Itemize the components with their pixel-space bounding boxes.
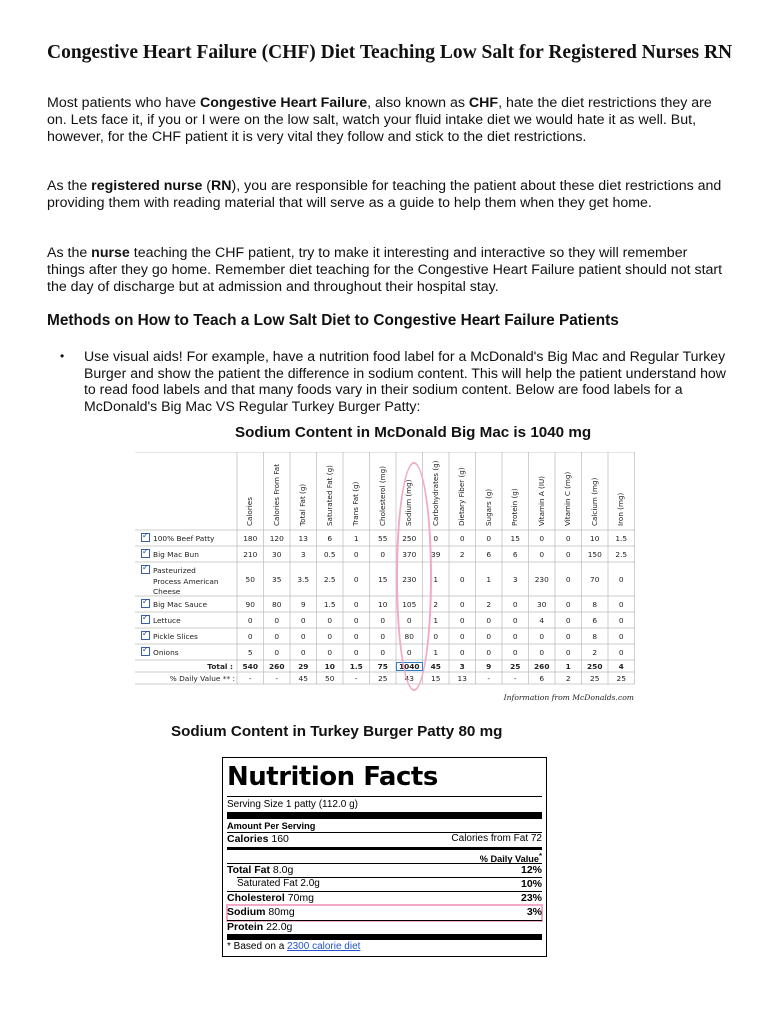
total-cell: 29 (298, 662, 309, 671)
table-cell: 0 (380, 647, 386, 657)
paragraph-rn: As the registered nurse (RN), you are responsible for teaching the patient about these diet restrictions and providing them with reading material that will serve as a guide to help them when they get home. (47, 178, 722, 211)
daily-value-cell: 6 (539, 674, 545, 683)
table-cell: 0 (380, 631, 386, 641)
table-cell: 0 (486, 533, 492, 543)
table-cell: 10 (378, 599, 388, 609)
checkbox[interactable] (141, 549, 150, 558)
table-cell: 0 (512, 615, 518, 625)
divider (227, 812, 542, 819)
table-cell: 50 (245, 574, 255, 584)
table-cell: 90 (245, 599, 255, 609)
row-label-text: Pasteurized (153, 566, 196, 575)
table-cell: 6 (592, 615, 598, 625)
total-label: Total : (207, 662, 233, 671)
table-cell: 0 (274, 647, 280, 657)
table-cell: 0 (300, 647, 306, 657)
sodium-highlight-oval (396, 462, 432, 691)
table-cell: 0 (327, 647, 333, 657)
section-heading: Methods on How to Teach a Low Salt Diet to Congestive Heart Failure Patients (47, 312, 619, 329)
protein-row: Protein 22.0g (227, 921, 293, 933)
row-label-text: 100% Beef Patty (153, 534, 215, 543)
table-cell: 105 (402, 599, 417, 609)
calorie-diet-link[interactable]: 2300 calorie diet (287, 941, 361, 952)
saturated-fat-row: Saturated Fat 2.0g (237, 878, 320, 889)
column-header: Carbohydrates (g) (430, 460, 440, 526)
daily-value-cell: - (487, 674, 491, 683)
nutrition-facts-label (222, 757, 547, 957)
daily-value-cell: 43 (404, 674, 414, 683)
row-label (141, 647, 237, 659)
sodium-dv: 3% (526, 906, 542, 918)
row-label (141, 565, 237, 598)
table-cell: 0 (565, 631, 571, 641)
table-cell: 55 (378, 533, 388, 543)
table-cell: 0 (565, 599, 571, 609)
row-label (141, 631, 237, 643)
row-label (141, 533, 237, 545)
table-cell: 1 (433, 615, 439, 625)
table-cell: 0 (406, 647, 412, 657)
table-cell: 5 (247, 647, 253, 657)
cholesterol-row: Cholesterol 70mg (227, 892, 314, 904)
checkbox[interactable] (141, 615, 150, 624)
divider (227, 847, 542, 850)
table-cell: 4 (539, 615, 545, 625)
table-cell: 6 (327, 533, 333, 543)
daily-value-cell: 25 (378, 674, 388, 683)
cholesterol-dv: 23% (520, 892, 542, 904)
row-label-text: Lettuce (153, 616, 181, 625)
calories-from-fat: Calories from Fat 72 (451, 833, 542, 844)
table-cell: 0 (618, 647, 624, 657)
table-cell: 0 (300, 615, 306, 625)
total-cell: 10 (324, 662, 335, 671)
table-cell: 0 (459, 599, 465, 609)
total-cell: 45 (430, 662, 441, 671)
daily-value-cell: - (354, 674, 358, 683)
daily-value-cell: 50 (325, 674, 335, 683)
row-label (141, 549, 237, 561)
table-cell: 6 (486, 549, 492, 559)
table-cell: 2 (592, 647, 598, 657)
daily-value-cell: - (275, 674, 279, 683)
column-header: Total Fat (g) (298, 483, 307, 526)
table-cell: 35 (272, 574, 282, 584)
daily-value-cell: 13 (457, 674, 467, 683)
table-cell: 70 (590, 574, 600, 584)
paragraph-nurse: As the nurse teaching the CHF patient, try to make it interesting and interactive so they will remember things after they go home. Remember diet teaching for the Congestive Heart Failure patient should not start the day of discharge but at admission and throughout their hospital stay. (47, 245, 723, 295)
table-cell: 2 (459, 549, 465, 559)
table-cell: 13 (298, 533, 308, 543)
nutrition-facts-title: Nutrition Facts (227, 762, 438, 792)
table-cell: 0 (618, 599, 624, 609)
calories-row: Calories 160 (227, 833, 289, 845)
table-cell: 0 (353, 599, 359, 609)
daily-value-cell: 25 (616, 674, 626, 683)
table-cell: 2.5 (323, 574, 336, 584)
table-cell: 3.5 (297, 574, 310, 584)
column-header: Calories (245, 497, 254, 526)
table-cell: 2.5 (615, 549, 628, 559)
table-cell: 1 (353, 533, 359, 543)
table-cell: 0 (486, 615, 492, 625)
table-cell: 0 (353, 615, 359, 625)
table-cell: 0 (380, 549, 386, 559)
row-label (141, 615, 237, 627)
turkey-caption: Sodium Content in Turkey Burger Patty 80 mg (171, 723, 503, 740)
table-cell: 0 (247, 631, 253, 641)
table-cell: 0 (512, 647, 518, 657)
bullet-text: Use visual aids! For example, have a nutrition food label for a McDonald's Big Mac and Regular Turkey Burger and show the patient the difference in sodium content. This will help the patient understand how to read food labels and that many foods vary in their sodium content. Below are food labels for a McDonald's Big Mac VS Regular Turkey Burger Patty: (84, 348, 726, 414)
table-cell: 0 (565, 549, 571, 559)
daily-value-label: % Daily Value ** : (169, 674, 235, 683)
table-cell: 0 (353, 647, 359, 657)
table-cell: 0 (327, 615, 333, 625)
row-label-text: Onions (153, 648, 179, 657)
daily-value-cell: 2 (565, 674, 571, 683)
column-header: Iron (mg) (616, 492, 625, 526)
column-header: Trans Fat (g) (351, 481, 360, 526)
table-cell: 0 (459, 574, 465, 584)
bullet-marker: • (60, 349, 65, 363)
table-cell: 0 (539, 533, 545, 543)
table-cell: 8 (592, 599, 598, 609)
table-cell: 10 (590, 533, 600, 543)
table-cell: 0 (565, 574, 571, 584)
total-cell: 75 (377, 662, 388, 671)
daily-value-cell: - (248, 674, 252, 683)
table-cell: 0 (353, 574, 359, 584)
table-cell: 0 (459, 631, 465, 641)
table-cell: 0.5 (323, 549, 336, 559)
table-cell: 0 (565, 533, 571, 543)
amount-per-serving: Amount Per Serving (227, 821, 316, 831)
total-cell: 1.5 (349, 662, 363, 671)
column-header: Saturated Fat (g) (324, 465, 334, 526)
daily-value-cell: 15 (431, 674, 441, 683)
table-cell: 0 (512, 631, 518, 641)
column-header: Vitamin A (IU) (536, 475, 546, 526)
total-cell: 540 (242, 662, 258, 671)
column-header: Sodium (mg) (404, 479, 413, 526)
table-cell: 0 (459, 533, 465, 543)
table-cell: 0 (433, 533, 439, 543)
table-cell: 0 (618, 615, 624, 625)
saturated-fat-dv: 10% (520, 878, 542, 890)
table-cell: 250 (402, 533, 417, 543)
table-cell: 1.5 (615, 533, 628, 543)
table-cell: 0 (433, 631, 439, 641)
checkbox[interactable] (141, 647, 150, 656)
table-cell: 0 (380, 615, 386, 625)
table-cell: 0 (300, 631, 306, 641)
table-cell: 0 (459, 615, 465, 625)
table-cell: 370 (402, 549, 417, 559)
table-cell: 1 (486, 574, 492, 584)
column-header: Sugars (g) (483, 488, 493, 526)
table-cell: 230 (402, 574, 417, 584)
table-cell: 180 (243, 533, 258, 543)
total-cell: 250 (587, 662, 603, 671)
table-cell: 15 (510, 533, 520, 543)
row-label-text: Cheese (153, 587, 181, 596)
total-cell: 1040 (396, 662, 423, 671)
table-cell: 1 (433, 574, 439, 584)
table-cell: 150 (587, 549, 602, 559)
row-label-text: Process American (153, 576, 219, 586)
daily-value-header: % Daily Value* (479, 851, 542, 865)
table-cell: 8 (592, 631, 598, 641)
sodium-row: Sodium 80mg (227, 906, 295, 918)
table-cell: 0 (274, 631, 280, 641)
table-cell: 0 (539, 647, 545, 657)
table-cell: 15 (378, 574, 388, 584)
bigmac-caption: Sodium Content in McDonald Big Mac is 1040 mg (235, 424, 592, 441)
table-cell: 1.5 (323, 599, 336, 609)
table-cell: 0 (459, 647, 465, 657)
checkbox[interactable] (141, 631, 150, 640)
table-cell: 2 (486, 599, 492, 609)
table-cell: 0 (539, 631, 545, 641)
table-cell: 0 (618, 574, 624, 584)
page-title: Congestive Heart Failure (CHF) Diet Teaching Low Salt for Registered Nurses RN (47, 42, 733, 63)
column-header: Protein (g) (510, 488, 519, 526)
checkbox[interactable] (141, 565, 150, 574)
total-cell: 1 (565, 662, 571, 671)
column-header: Dietary Fiber (g) (457, 467, 466, 526)
divider (227, 796, 542, 797)
table-cell: 120 (269, 533, 284, 543)
bigmac-nutrition-table (135, 452, 636, 702)
serving-size: Serving Size 1 patty (112.0 g) (227, 799, 358, 810)
table-cell: 0 (353, 549, 359, 559)
table-cell: 6 (512, 549, 518, 559)
table-cell: 30 (272, 549, 282, 559)
table-cell: 30 (537, 599, 547, 609)
row-label-text: Big Mac Sauce (153, 600, 207, 609)
row-label (141, 599, 237, 611)
daily-value-cell: 45 (298, 674, 308, 683)
table-cell: 0 (327, 631, 333, 641)
table-cell: 39 (431, 549, 441, 559)
table-cell: 80 (404, 631, 414, 641)
total-cell: 9 (486, 662, 492, 671)
table-cell: 0 (565, 647, 571, 657)
daily-value-cell: 25 (590, 674, 600, 683)
divider (227, 934, 542, 940)
column-header: Cholesterol (mg) (377, 465, 387, 526)
table-cell: 2 (433, 599, 439, 609)
table-cell: 210 (243, 549, 258, 559)
table-cell: 0 (274, 615, 280, 625)
checkbox[interactable] (141, 599, 150, 608)
column-header: Calcium (mg) (589, 477, 599, 526)
table-cell: 1 (433, 647, 439, 657)
source-credit: Information from McDonalds.com (503, 693, 634, 702)
row-label-text: Pickle Slices (153, 632, 198, 641)
table-cell: 0 (486, 631, 492, 641)
checkbox[interactable] (141, 533, 150, 542)
footnote: * Based on a 2300 calorie diet (227, 941, 361, 952)
table-cell: 80 (272, 599, 282, 609)
paragraph-intro: Most patients who have Congestive Heart Failure, also known as CHF, hate the diet restrictions they are on. Lets face it, if you or I were on the low salt, watch your fluid intake diet we would hate it as well. But, however, for the CHF patient it is very vital they follow and stick to the diet restrictions. (47, 95, 712, 145)
row-label-text: Big Mac Bun (153, 550, 199, 559)
table-cell: 0 (247, 615, 253, 625)
total-fat-dv: 12% (520, 864, 542, 876)
total-cell: 25 (510, 662, 521, 671)
table-cell: 0 (353, 631, 359, 641)
total-cell: 4 (618, 662, 624, 671)
table-cell: 0 (512, 599, 518, 609)
column-header: Calories From Fat (271, 463, 281, 526)
table-cell: 0 (618, 631, 624, 641)
column-header: Vitamin C (mg) (563, 471, 572, 526)
daily-value-cell: - (513, 674, 517, 683)
total-cell: 260 (269, 662, 285, 671)
table-cell: 0 (539, 549, 545, 559)
total-fat-row: Total Fat 8.0g (227, 864, 294, 876)
table-cell: 3 (512, 574, 518, 584)
table-cell: 0 (486, 647, 492, 657)
total-cell: 260 (534, 662, 550, 671)
table-cell: 230 (534, 574, 549, 584)
table-cell: 9 (300, 599, 306, 609)
table-cell: 0 (565, 615, 571, 625)
total-cell: 3 (459, 662, 465, 671)
table-cell: 3 (300, 549, 306, 559)
table-cell: 0 (406, 615, 412, 625)
